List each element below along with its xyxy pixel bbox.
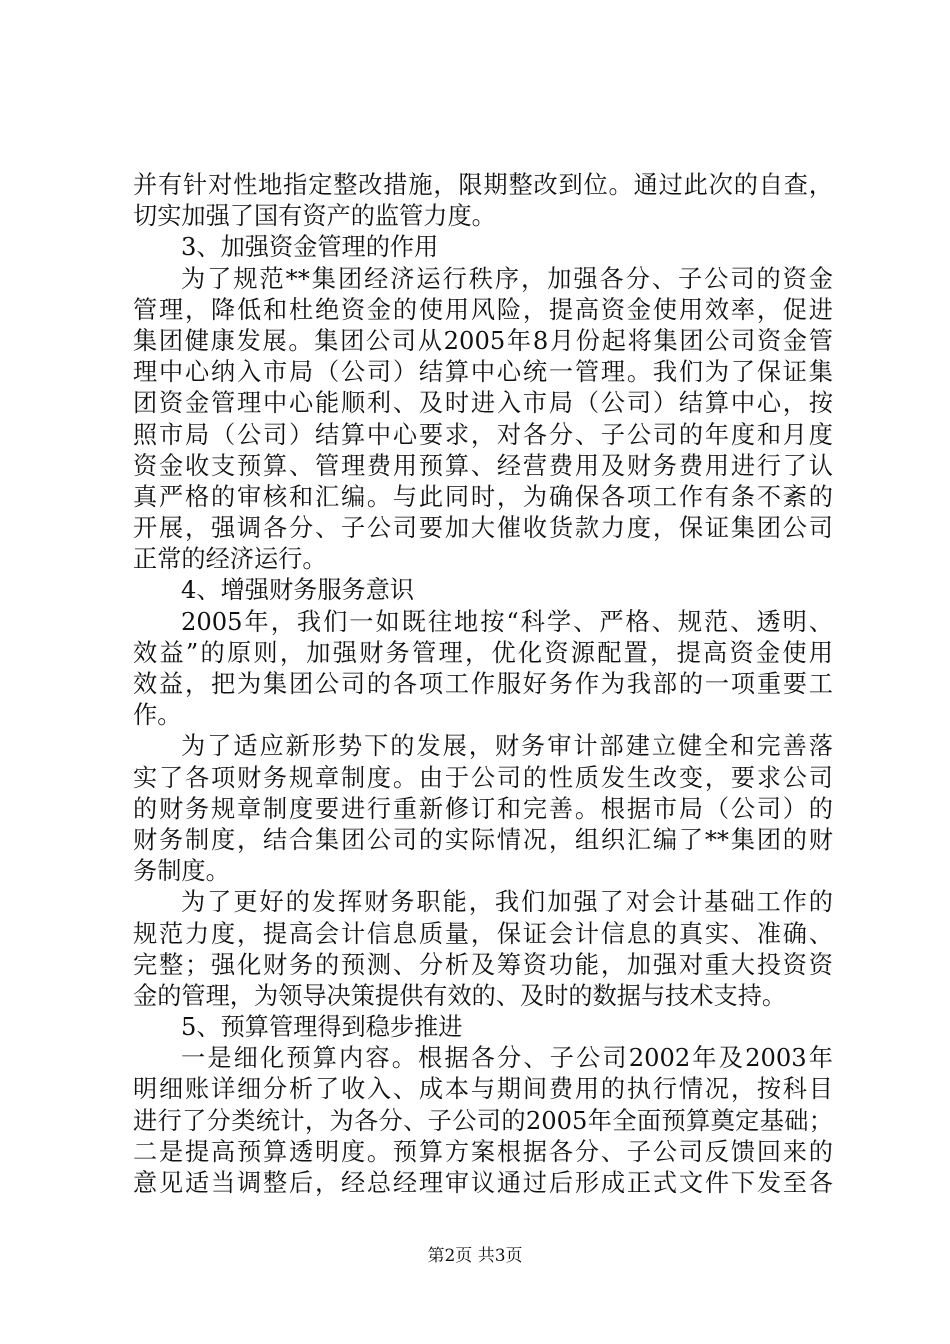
text-line: 完整；强化财务的预测、分析及筹资功能，加强对重大投资资	[133, 950, 833, 979]
section-heading: 3、加强资金管理的作用	[181, 233, 439, 262]
text-line: 财务制度，结合集团公司的实际情况，组织汇编了**集团的财	[133, 825, 833, 854]
text-line: 正常的经济运行。	[133, 545, 327, 574]
text-line: 开展，强调各分、子公司要加大催收货款力度，保证集团公司	[133, 514, 833, 543]
text-line: 效益”的原则，加强财务管理，优化资源配置，提高资金使用	[133, 638, 833, 667]
text-line: 为了适应新形势下的发展，财务审计部建立健全和完善落	[181, 732, 833, 761]
text-line: 金的管理，为领导决策提供有效的、及时的数据与技术支持。	[133, 981, 787, 1010]
text-line: 为了更好的发挥财务职能，我们加强了对会计基础工作的	[181, 888, 833, 917]
text-line: 照市局（公司）结算中心要求，对各分、子公司的年度和月度	[133, 420, 833, 449]
text-line: 集团健康发展。集团公司从2005年8月份起将集团公司资金管	[133, 326, 833, 355]
page-footer	[0, 1246, 950, 1266]
text-line: 作。	[133, 701, 182, 730]
text-line: 团资金管理中心能顺利、及时进入市局（公司）结算中心，按	[133, 389, 833, 418]
text-line: 务制度。	[133, 857, 230, 886]
text-line: 并有针对性地指定整改措施，限期整改到位。通过此次的自查，	[133, 171, 833, 199]
text-line: 为了规范**集团经济运行秩序，加强各分、子公司的资金	[181, 264, 833, 293]
text-line: 切实加强了国有资产的监管力度。	[133, 202, 496, 231]
text-line: 进行了分类统计，为各分、子公司的2005年全面预算奠定基础；	[133, 1106, 833, 1135]
document-body	[133, 170, 833, 1199]
text-line: 理中心纳入市局（公司）结算中心统一管理。我们为了保证集	[133, 358, 833, 387]
text-line: 二是提高预算透明度。预算方案根据各分、子公司反馈回来的	[133, 1137, 833, 1166]
text-line: 2005年，我们一如既往地按“科学、严格、规范、透明、	[181, 607, 833, 636]
text-line: 管理，降低和杜绝资金的使用风险，提高资金使用效率，促进	[133, 295, 833, 324]
text-line: 意见适当调整后，经总经理审议通过后形成正式文件下发至各	[133, 1169, 833, 1197]
text-line: 一是细化预算内容。根据各分、子公司2002年及2003年	[181, 1044, 833, 1073]
text-line: 实了各项财务规章制度。由于公司的性质发生改变，要求公司	[133, 763, 833, 792]
page-number-label: 第2页 共3页	[427, 1246, 523, 1266]
text-line: 明细账详细分析了收入、成本与期间费用的执行情况，按科目	[133, 1075, 833, 1104]
section-heading: 4、增强财务服务意识	[181, 576, 415, 605]
text-line: 规范力度，提高会计信息质量，保证会计信息的真实、准确、	[133, 919, 833, 948]
section-heading: 5、预算管理得到稳步推进	[181, 1013, 463, 1042]
text-line: 真严格的审核和汇编。与此同时，为确保各项工作有条不紊的	[133, 482, 833, 511]
text-line: 资金收支预算、管理费用预算、经营费用及财务费用进行了认	[133, 451, 833, 480]
text-line: 的财务规章制度要进行重新修订和完善。根据市局（公司）的	[133, 794, 833, 823]
text-line: 效益，把为集团公司的各项工作服好务作为我部的一项重要工	[133, 670, 833, 698]
